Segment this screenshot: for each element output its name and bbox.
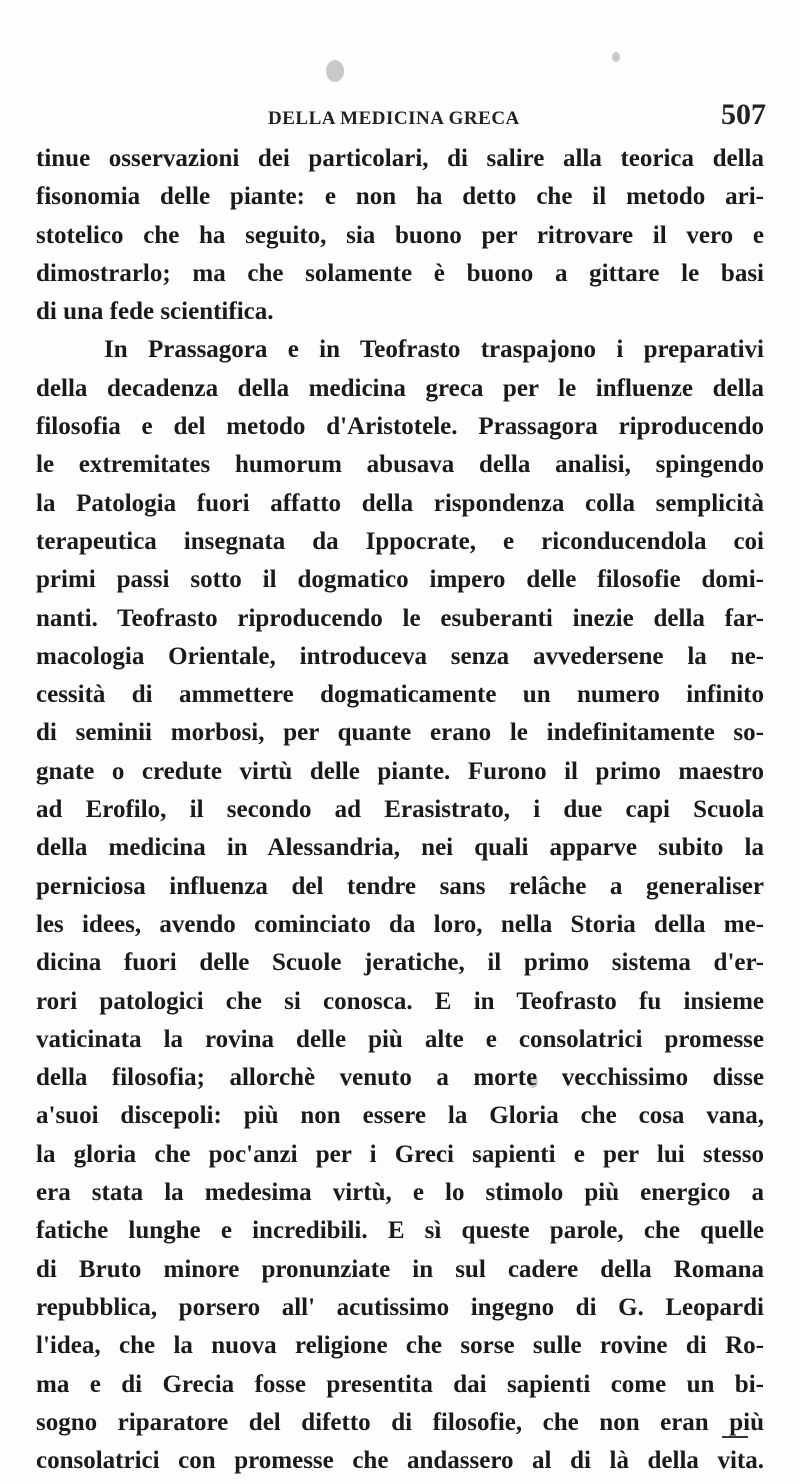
text-line: nanti. Teofrasto riproducendo le esuberanti inezie della far- [36, 604, 764, 632]
text-line: di Bruto minore pronunziate in sul cadere della Romana [36, 1255, 764, 1283]
text-line: era stata la medesima virtù, e lo stimolo più energico a [36, 1179, 764, 1207]
text-line: terapeutica insegnata da Ippocrate, e riconducendola coi [36, 527, 764, 555]
text-line: fatiche lunghe e incredibili. E sì queste parole, che quelle [36, 1217, 764, 1245]
body-text [36, 140, 764, 1480]
footer-dash [722, 1436, 748, 1438]
text-line: dicina fuori delle Scuole jeratiche, il primo sistema d'er- [36, 949, 764, 977]
text-line: ma e di Grecia fosse presentita dai sapienti come un bi- [36, 1370, 764, 1398]
text-line: della medicina in Alessandria, nei quali apparve subito la [36, 834, 764, 862]
text-line: ad Erofilo, il secondo ad Erasistrato, i due capi Scuola [36, 796, 764, 824]
text-line: les idees, avendo cominciato da loro, nella Storia della me- [36, 910, 764, 938]
text-line: l'idea, che la nuova religione che sorse sulle rovine di Ro- [36, 1332, 764, 1360]
text-line: la gloria che poc'anzi per i Greci sapienti e per lui stesso [36, 1140, 764, 1168]
page-header [36, 96, 766, 140]
text-line: gnate o credute virtù delle piante. Furono il primo maestro [36, 757, 764, 785]
text-line: della filosofia; allorchè venuto a morte vecchissimo disse [36, 1064, 764, 1092]
text-line: vaticinata la rovina delle più alte e consolatrici promesse [36, 1025, 764, 1053]
text-line: tinue osservazioni dei particolari, di salire alla teorica della [36, 145, 764, 172]
text-line: filosofia e del metodo d'Aristotele. Prassagora riproducendo [36, 413, 764, 441]
text-line: primi passi sotto il dogmatico impero delle filosofie domi- [36, 566, 764, 594]
text-line: dimostrarlo; ma che solamente è buono a gittare le basi [36, 259, 764, 287]
text-line: repubblica, porsero all' acutissimo ingegno di G. Leopardi [36, 1293, 764, 1321]
paper-speck [612, 52, 620, 62]
text-line: stotelico che ha seguito, sia buono per ritrovare il vero e [36, 221, 764, 249]
text-line: fisonomia delle piante: e non ha detto che il metodo ari- [36, 183, 764, 211]
text-line: sogno riparatore del difetto di filosofie, che non eran più [36, 1408, 764, 1436]
text-line: della decadenza della medicina greca per le influenze della [36, 374, 764, 402]
text-line: di seminii morbosi, per quante erano le indefinitamente so- [36, 719, 764, 747]
page-number: 507 [721, 98, 766, 131]
paper-speck [326, 60, 344, 82]
text-line: di una fede scientifica. [36, 298, 274, 326]
text-line: consolatrici con promesse che andassero al di là della vita. [36, 1447, 764, 1475]
text-line: rori patologici che si conosca. E in Teofrasto fu insieme [36, 987, 764, 1015]
text-line: perniciosa influenza del tendre sans relâche a generaliser [36, 872, 764, 900]
running-head: DELLA MEDICINA GRECA [268, 108, 520, 129]
text-line: macologia Orientale, introduceva senza avvedersene la ne- [36, 642, 764, 670]
text-line: le extremitates humorum abusava della analisi, spingendo [36, 451, 764, 479]
text-line: la Patologia fuori affatto della rispondenza colla semplicità [36, 489, 764, 517]
text-line: In Prassagora e in Teofrasto traspajono i preparativi [104, 336, 764, 364]
text-line: a'suoi discepoli: più non essere la Gloria che cosa vana, [36, 1102, 764, 1130]
text-line: cessità di ammettere dogmaticamente un numero infinito [36, 681, 764, 709]
